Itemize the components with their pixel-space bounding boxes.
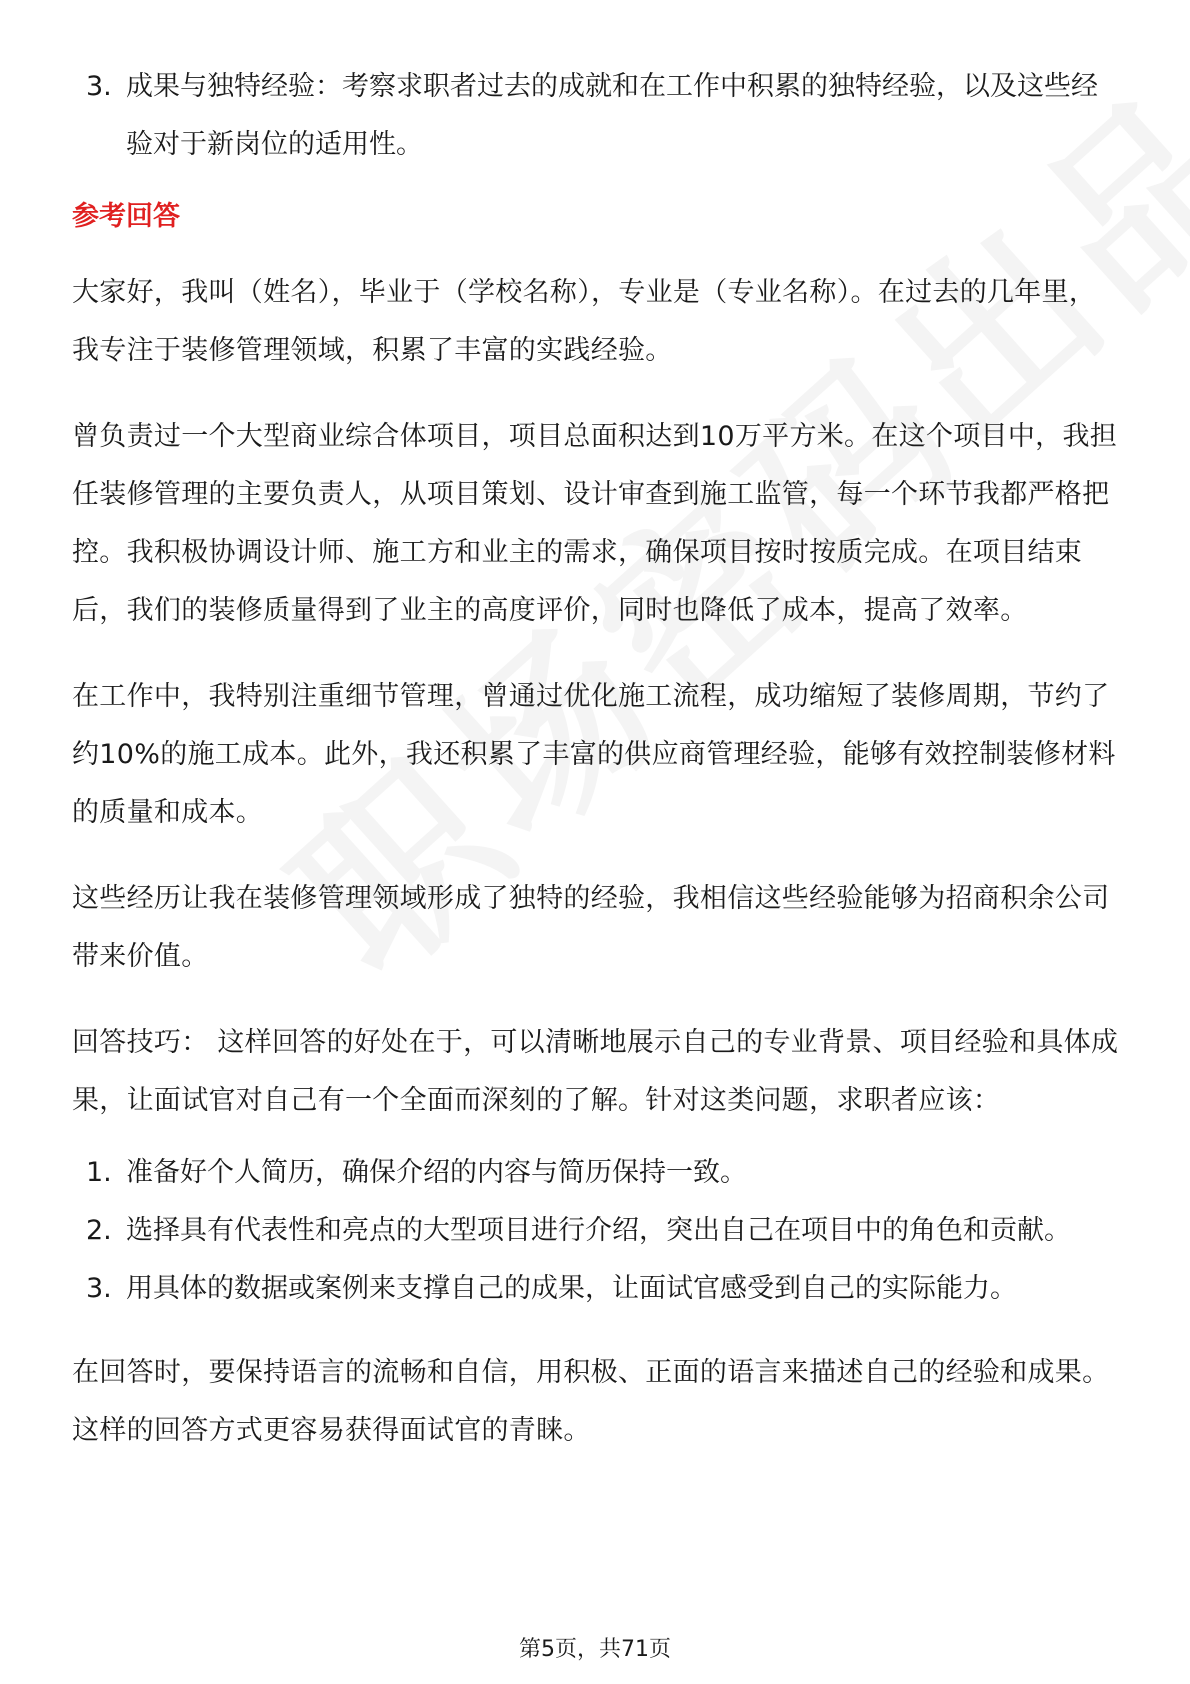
list-item bbox=[72, 1202, 1122, 1260]
page-content bbox=[72, 58, 1122, 1488]
list-item bbox=[72, 1144, 1122, 1202]
page-number-footer: 第5页，共71页 bbox=[519, 1637, 671, 1662]
section-title: 参考回答 bbox=[72, 201, 180, 232]
list-item-number: 1. bbox=[86, 1157, 112, 1188]
paragraph-tips: 回答技巧： 这样回答的好处在于，可以清晰地展示自己的专业背景、项目经验和具体成果，让面试官对自己有一个全面而深刻的了解。针对这类问题，求职者应该： bbox=[72, 1027, 1119, 1116]
list-item-text: 选择具有代表性和亮点的大型项目进行介绍，突出自己在项目中的角色和贡献。 bbox=[126, 1215, 1071, 1246]
paragraph-details: 在工作中，我特别注重细节管理，曾通过优化施工流程，成功缩短了装修周期，节约了约10%的施工成本。此外，我还积累了丰富的供应商管理经验，能够有效控制装修材料的质量和成本。 bbox=[72, 681, 1116, 828]
list-item bbox=[72, 1260, 1122, 1318]
paragraph-closing: 在回答时，要保持语言的流畅和自信，用积极、正面的语言来描述自己的经验和成果。这样的回答方式更容易获得面试官的青睐。 bbox=[72, 1357, 1110, 1446]
paragraph-intro: 大家好，我叫（姓名），毕业于（学校名称），专业是（专业名称）。在过去的几年里，我专注于装修管理领域，积累了丰富的实践经验。 bbox=[72, 277, 1097, 366]
list-item-text: 用具体的数据或案例来支撑自己的成果，让面试官感受到自己的实际能力。 bbox=[126, 1273, 1017, 1304]
list-item bbox=[72, 58, 1122, 174]
paragraph-project: 曾负责过一个大型商业综合体项目，项目总面积达到10万平方米。在这个项目中，我担任装修管理的主要负责人，从项目策划、设计审查到施工监管，每一个环节我都严格把控。我积极协调设计师、施工方和业主的需求，确保项目按时按质完成。在项目结束后，我们的装修质量得到了业主的高度评价，同时也降低了成本，提高了效率。 bbox=[72, 421, 1118, 626]
list-item-text: 成果与独特经验：考察求职者过去的成就和在工作中积累的独特经验，以及这些经验对于新岗位的适用性。 bbox=[126, 71, 1098, 160]
tips-list bbox=[72, 1144, 1122, 1318]
list-item-number: 3. bbox=[86, 1273, 112, 1304]
criteria-list bbox=[72, 58, 1122, 174]
list-item-text: 准备好个人简历，确保介绍的内容与简历保持一致。 bbox=[126, 1157, 747, 1188]
list-item-number: 3. bbox=[86, 71, 112, 102]
list-item-number: 2. bbox=[86, 1215, 112, 1246]
paragraph-summary: 这些经历让我在装修管理领域形成了独特的经验，我相信这些经验能够为招商积余公司带来价值。 bbox=[72, 883, 1110, 972]
